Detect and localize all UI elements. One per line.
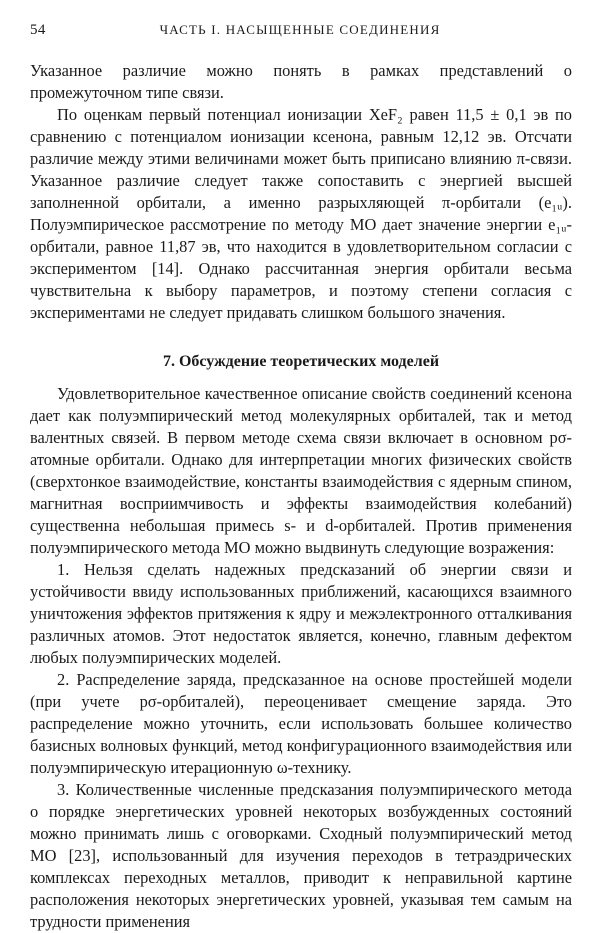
paragraph: Указанное различие можно понять в рамках представлений о промежуточном типе связи. [30,61,572,102]
paragraph: Удовлетворительное качественное описание свойств соединений ксенона дает как полуэмпирический метод молекулярных орбиталей, так и метод валентных связей. В первом методе схема связи включает в основном pσ-атомные орбитали. Однако для интерпретации многих физических свойств (сверхтонкое взаимодействие, константы взаимодействия с ядерным спином, магнитная восприимчивость и эффекты взаимодействия колебаний) существенна небольшая примесь s- и d-орбиталей. Против применения полуэмпирического метода МО можно выдвинуть следующие возражения: [30,384,572,557]
paragraph: 3. Количественные численные предсказания полуэмпирического метода о порядке энергетических уровней некоторых возбужденных состояний можно принимать лишь с оговорками. Сходный полуэмпирический метод МО [23], использованный для изучения переходов в тетраэдрических комплексах переходных металлов, приводит к неправильной картине расположения некоторых энергетических уровней, указывая тем самым на трудности применения [30,780,572,931]
page-body [30,60,572,933]
paragraph: По оценкам первый потенциал ионизации XeF₂ равен 11,5 ± 0,1 эв по сравнению с потенциалом ионизации ксенона, равным 12,12 эв. Отсчати различие между этими величинами может быть приписано влиянию π-связи. Указанное различие следует также сопоставить с энергией высшей заполненной орбитали, а именно разрыхляющей π-орбитали (e₁ᵤ). Полуэмпирическое рассмотрение по методу МО дает значение энергии e₁ᵤ-орбитали, равное 11,87 эв, что находится в удовлетворительном согласии с экспериментом [14]. Однако рассчитанная энергия орбитали весьма чувствительна к выбору параметров, и поэтому степени согласия с экспериментами не следует придавать слишком большого значения. [30,105,572,322]
paragraph: 2. Распределение заряда, предсказанное на основе простейшей модели (при учете pσ-орбиталей), переоценивает смещение заряда. Это распределение можно уточнить, если использовать большее количество базисных волновых функций, метод конфигурационного взаимодействия или полуэмпирическую итерационную ω-технику. [30,670,572,777]
running-head: ЧАСТЬ I. НАСЫЩЕННЫЕ СОЕДИНЕНИЯ [159,22,441,37]
page-header [30,22,570,42]
section-title: 7. Обсуждение теоретических моделей [162,353,440,370]
paragraph: 1. Нельзя сделать надежных предсказаний об энергии связи и устойчивости ввиду использованных приближений, касающихся взаимного уничтожения эффектов притяжения к ядру и межэлектронного отталкивания различных атомов. Этот недостаток является, конечно, главным дефектом любых полуэмпирических моделей. [30,560,572,667]
page-number: 54 [30,22,46,38]
